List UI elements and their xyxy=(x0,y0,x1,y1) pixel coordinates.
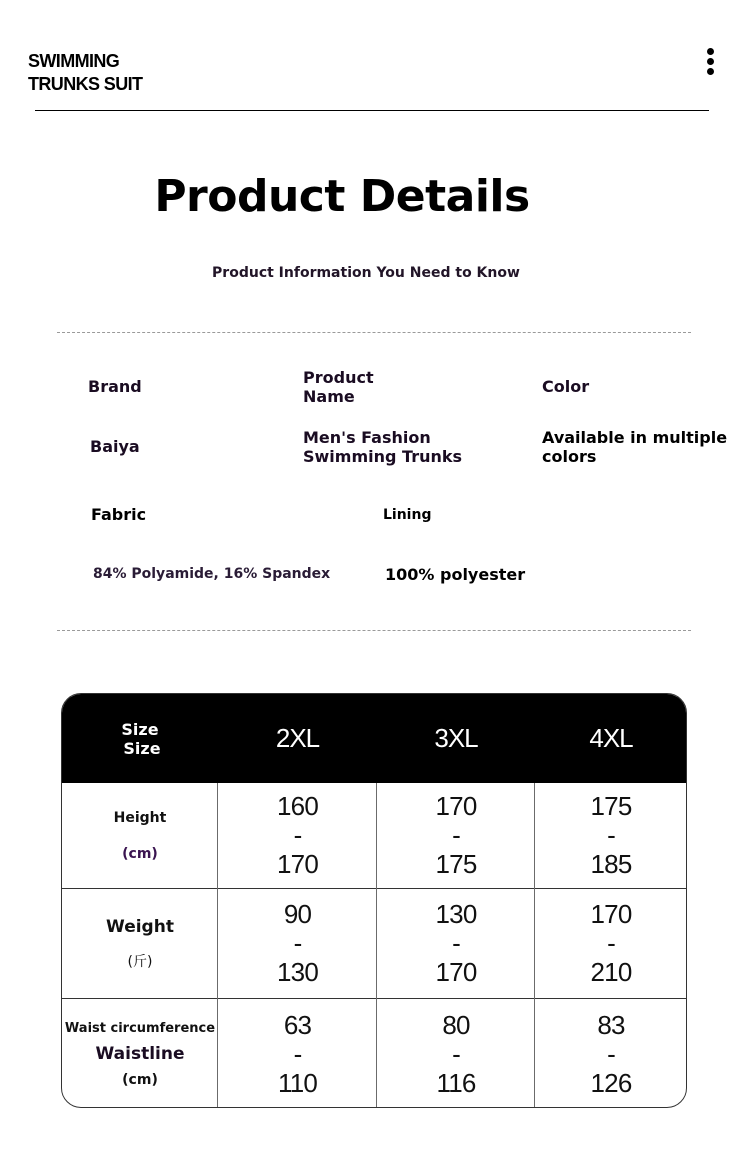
column-divider xyxy=(534,783,535,1107)
brand-label: Brand xyxy=(88,377,142,396)
size-3xl: 3XL xyxy=(434,723,478,753)
size-header-label xyxy=(119,720,160,758)
range-min: 90 xyxy=(283,899,312,929)
row-label-cell xyxy=(62,889,218,998)
column-divider xyxy=(376,783,377,1107)
range-sep: - xyxy=(452,1038,460,1069)
range-value xyxy=(278,1011,317,1098)
color-value-line-2: colors xyxy=(542,447,597,466)
range-max: 210 xyxy=(590,957,632,987)
range-sep: - xyxy=(293,928,302,958)
product-name-label-line-1: Product xyxy=(303,368,374,387)
range-max: 130 xyxy=(277,957,318,987)
page-subtitle: Product Information You Need to Know xyxy=(212,265,520,281)
size-table-header xyxy=(62,694,686,783)
row-label-height xyxy=(114,810,167,862)
row-label-weight xyxy=(106,917,174,971)
size-header-label-line-2: Size xyxy=(123,738,161,758)
lining-value: 100% polyester xyxy=(385,565,526,584)
size-2xl: 2XL xyxy=(275,723,320,753)
table-row-weight xyxy=(62,888,686,998)
color-value-line-1: Available in multiple xyxy=(542,428,728,447)
range-max: 175 xyxy=(435,849,477,879)
dashed-divider-bottom xyxy=(57,630,691,631)
range-max: 126 xyxy=(590,1067,632,1098)
range-min: 160 xyxy=(277,791,318,821)
range-max: 170 xyxy=(277,849,318,879)
weight-unit: (斤) xyxy=(127,953,153,970)
table-cell xyxy=(218,783,377,888)
range-value xyxy=(436,900,477,987)
range-sep: - xyxy=(607,928,615,958)
range-value xyxy=(591,900,632,987)
page-title: Product Details xyxy=(154,171,530,222)
range-value xyxy=(591,1011,632,1098)
range-sep: - xyxy=(607,820,615,850)
table-cell xyxy=(535,889,687,998)
size-header-label-cell xyxy=(62,694,218,783)
weight-label: Weight xyxy=(106,916,174,937)
range-value xyxy=(436,1011,475,1098)
dashed-divider-top xyxy=(57,332,691,333)
range-min: 170 xyxy=(590,899,632,929)
range-sep: - xyxy=(452,928,460,958)
table-row-height xyxy=(62,783,686,888)
range-value xyxy=(591,792,632,879)
waist-circumference-label: Waist circumference xyxy=(64,1020,216,1036)
row-label-cell xyxy=(62,999,218,1108)
color-label: Color xyxy=(542,377,590,396)
table-cell xyxy=(218,889,377,998)
range-min: 170 xyxy=(435,791,477,821)
range-min: 130 xyxy=(435,899,477,929)
more-menu-button[interactable] xyxy=(702,48,718,78)
waistline-label: Waistline xyxy=(95,1043,185,1064)
range-sep: - xyxy=(607,1038,615,1069)
range-value xyxy=(277,900,318,987)
table-row-waist xyxy=(62,998,686,1108)
range-sep: - xyxy=(293,1038,302,1069)
product-name-label-line-2: Name xyxy=(303,387,355,406)
lining-label: Lining xyxy=(383,507,432,523)
size-4xl: 4XL xyxy=(589,723,633,753)
table-cell xyxy=(535,999,687,1108)
color-value xyxy=(542,428,727,466)
title-line-2: TRUNKS SUIT xyxy=(28,74,143,94)
height-unit: (cm) xyxy=(122,845,158,862)
table-cell xyxy=(218,999,377,1108)
row-label-waist xyxy=(65,1021,215,1088)
range-max: 110 xyxy=(277,1067,318,1098)
column-divider xyxy=(217,783,218,1107)
header-divider xyxy=(35,110,709,111)
size-header-label-line-1: Size xyxy=(121,719,159,739)
range-sep: - xyxy=(452,820,460,850)
table-cell xyxy=(377,999,535,1108)
product-name-value-line-2: Swimming Trunks xyxy=(303,447,463,466)
table-cell xyxy=(535,783,687,888)
range-max: 116 xyxy=(436,1067,476,1098)
title-line-1: SWIMMING xyxy=(28,51,120,71)
range-min: 63 xyxy=(283,1009,312,1040)
waist-unit: (cm) xyxy=(122,1071,158,1088)
product-name-value xyxy=(303,428,462,466)
table-cell xyxy=(377,889,535,998)
range-min: 175 xyxy=(590,791,632,821)
size-chart-table xyxy=(61,693,687,1108)
range-max: 185 xyxy=(590,849,632,879)
table-cell xyxy=(377,783,535,888)
range-min: 83 xyxy=(597,1009,625,1040)
more-vertical-icon xyxy=(707,48,714,55)
fabric-label: Fabric xyxy=(91,505,147,524)
range-max: 170 xyxy=(435,957,477,987)
range-value xyxy=(277,792,318,879)
app-title xyxy=(28,50,142,96)
range-min: 80 xyxy=(442,1009,470,1040)
product-name-value-line-1: Men's Fashion xyxy=(303,428,431,447)
size-header-4xl xyxy=(535,694,687,783)
product-name-label xyxy=(303,368,374,406)
size-header-3xl xyxy=(377,694,535,783)
fabric-value: 84% Polyamide, 16% Spandex xyxy=(93,566,331,582)
brand-value: Baiya xyxy=(90,437,140,456)
height-label: Height xyxy=(113,809,167,826)
size-header-2xl xyxy=(218,694,377,783)
range-sep: - xyxy=(293,820,302,850)
row-label-cell xyxy=(62,783,218,888)
range-value xyxy=(436,792,477,879)
dot xyxy=(707,58,714,65)
dot xyxy=(707,68,714,75)
